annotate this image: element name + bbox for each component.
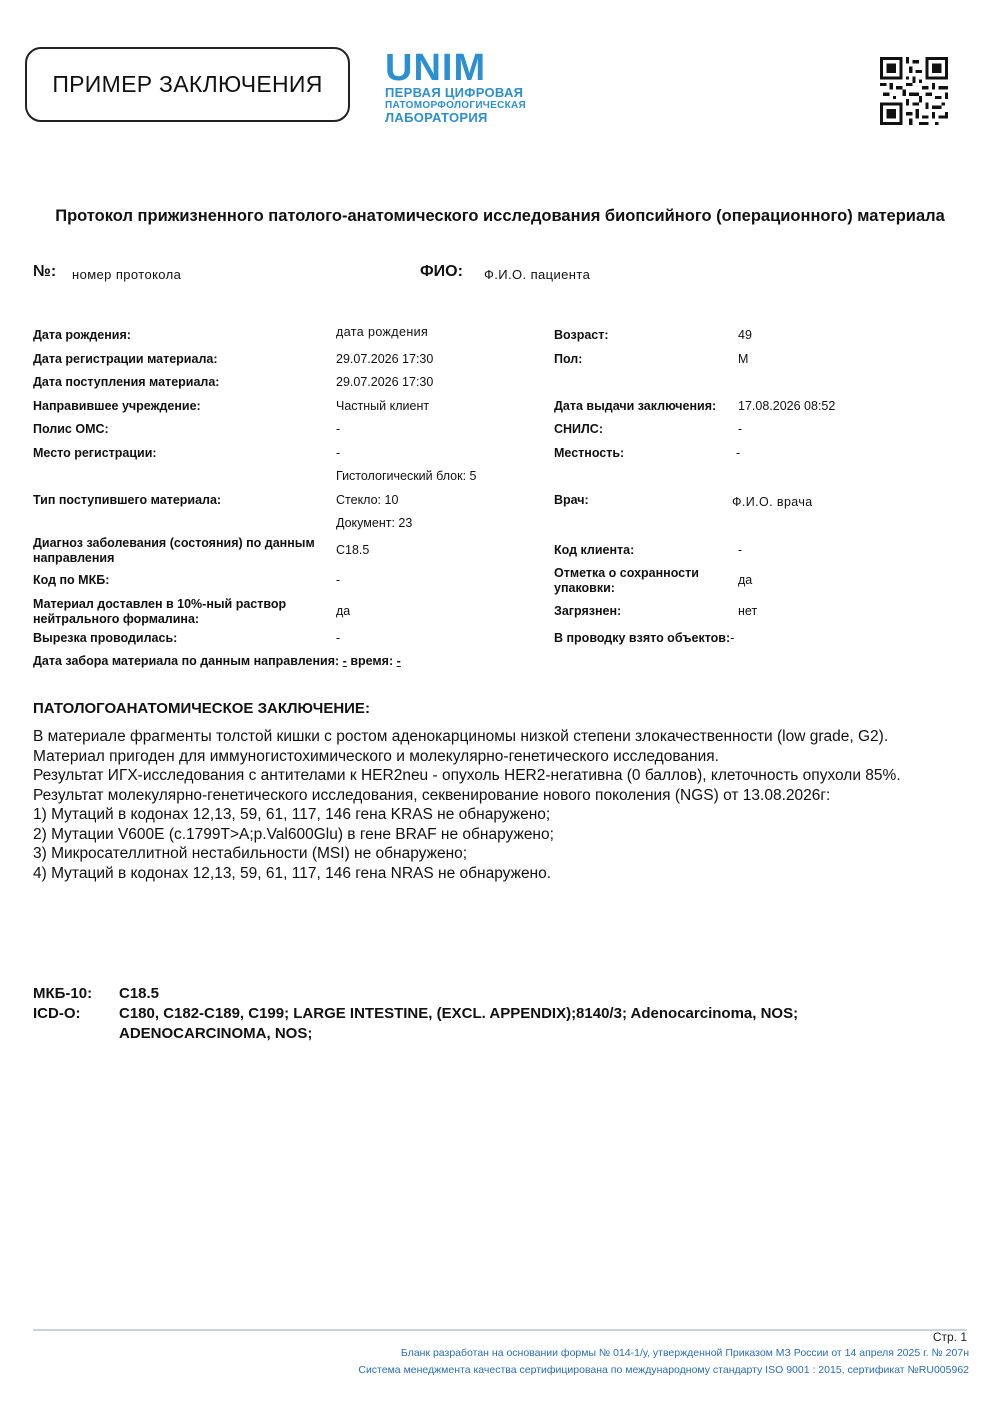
doctor-value: Ф.И.О. врача bbox=[732, 495, 813, 509]
dirty-value: нет bbox=[738, 604, 758, 618]
example-label: ПРИМЕР ЗАКЛЮЧЕНИЯ bbox=[25, 47, 350, 122]
protocol-number-value: номер протокола bbox=[72, 267, 182, 282]
mkb-code-label: Код по МКБ: bbox=[33, 573, 110, 587]
icdo-value: C180, C182-C189, C199; LARGE INTESTINE, (EXCL. APPENDIX);8140/3; Adenocarcinoma, NOS; ADENOCARCINOMA, NOS; bbox=[119, 1005, 799, 1042]
conclusion-line: Результат молекулярно-генетического исследования, секвенирование нового поколения (NGS) от 13.08.2026г: bbox=[33, 786, 831, 804]
material-doc-value: Документ: 23 bbox=[336, 516, 413, 530]
cut-label: Вырезка проводилась: bbox=[33, 631, 178, 645]
institution-value: Частный клиент bbox=[336, 399, 430, 413]
page-number: Стр. 1 bbox=[932, 1330, 967, 1344]
oms-value: - bbox=[336, 422, 341, 436]
package-label: Отметка о сохранности упаковки: bbox=[554, 566, 699, 595]
reg-date-value: 29.07.2026 17:30 bbox=[336, 352, 434, 366]
document-title: Протокол прижизненного патолого-анатомического исследования биопсийного (операционного) материала bbox=[55, 207, 945, 225]
logo-line2: ПАТОМОРФОЛОГИЧЕСКАЯ bbox=[385, 100, 527, 111]
snils-label: СНИЛС: bbox=[554, 422, 603, 436]
sex-label: Пол: bbox=[554, 352, 583, 366]
sample-date-label: Дата забора материала по данным направления: bbox=[33, 654, 340, 668]
conclusion-line: Материал пригоден для иммуногистохимического и молекулярно-генетического исследования. bbox=[33, 747, 719, 765]
conclusion-line: В материале фрагменты толстой кишки с ростом аденокарциномы низкой степени злокачественности (low grade, G2). bbox=[33, 728, 889, 745]
reg-date-label: Дата регистрации материала: bbox=[33, 352, 218, 366]
patient-name-value: Ф.И.О. пациента bbox=[484, 267, 591, 282]
material-glass-value: Стекло: 10 bbox=[336, 493, 399, 507]
footer-iso-note: Система менеджмента качества сертифицирована по международному стандарту ISO 9001 : 2015, сертификат №RU005962 bbox=[358, 1364, 969, 1376]
doctor-label: Врач: bbox=[554, 493, 589, 507]
conclusion-text bbox=[33, 727, 958, 883]
age-label: Возраст: bbox=[554, 328, 609, 342]
conclusion-line: 1) Мутаций в кодонах 12,13, 59, 61, 117, 146 гена KRAS не обнаружено; bbox=[33, 806, 551, 823]
birth-date-value: дата рождения bbox=[336, 325, 429, 339]
sample-date-row bbox=[33, 654, 401, 669]
conclusion-heading: ПАТОЛОГОАНАТОМИЧЕСКОЕ ЗАКЛЮЧЕНИЕ: bbox=[33, 700, 370, 717]
issue-date-label: Дата выдачи заключения: bbox=[554, 399, 717, 413]
conclusion-line: 3) Микросателлитной нестабильности (MSI) не обнаружено; bbox=[33, 845, 468, 862]
material-type-label: Тип поступившего материала: bbox=[33, 493, 222, 507]
package-value: да bbox=[738, 573, 753, 587]
logo-line1: ПЕРВАЯ ЦИФРОВАЯ bbox=[385, 85, 524, 100]
dirty-label: Загрязнен: bbox=[554, 604, 622, 618]
qr-code-icon bbox=[880, 57, 948, 125]
cut-value: - bbox=[336, 631, 341, 645]
footer-divider bbox=[33, 1329, 967, 1331]
locality-label: Местность: bbox=[554, 446, 625, 460]
issue-date-value: 17.08.2026 08:52 bbox=[738, 399, 836, 413]
logo-line3: ЛАБОРАТОРИЯ bbox=[385, 110, 488, 125]
client-code-value: - bbox=[738, 543, 743, 557]
client-code-label: Код клиента: bbox=[554, 543, 635, 557]
icdo-label: ICD-O: bbox=[33, 1005, 81, 1022]
sample-date-value: - bbox=[342, 654, 347, 668]
diagnosis-value: C18.5 bbox=[336, 543, 370, 557]
conclusion-line: 4) Мутаций в кодонах 12,13, 59, 61, 117, 146 гена NRAS не обнаружено. bbox=[33, 864, 552, 882]
institution-label: Направившее учреждение: bbox=[33, 399, 201, 413]
receipt-date-value: 29.07.2026 17:30 bbox=[336, 375, 434, 389]
sample-time-label: время: bbox=[350, 654, 394, 668]
formalin-label: Материал доставлен в 10%-ный раствор нейтрального формалина: bbox=[33, 597, 287, 626]
patient-name-label: ФИО: bbox=[420, 263, 463, 280]
logo-mark: UNIM bbox=[385, 47, 487, 89]
unim-logo bbox=[385, 47, 527, 130]
objects-value: - bbox=[730, 631, 735, 645]
sex-value: М bbox=[738, 352, 749, 366]
protocol-number-label: №: bbox=[33, 263, 57, 280]
footer-form-note: Бланк разработан на основании формы № 014-1/у, утвержденной Приказом МЗ России от 14 апреля 2025 г. № 207н bbox=[400, 1347, 969, 1359]
reg-place-value: - bbox=[336, 446, 341, 460]
snils-value: - bbox=[738, 422, 743, 436]
conclusion-line: Результат ИГХ-исследования с антителами к HER2neu - опухоль HER2-негативна (0 баллов), клеточность опухоли 85%. bbox=[33, 767, 901, 784]
conclusion-line: 2) Мутации V600E (c.1799T>A;p.Val600Glu) в гене BRAF не обнаружено; bbox=[33, 825, 554, 843]
mkb-code-value: - bbox=[336, 573, 341, 587]
locality-value: - bbox=[736, 446, 741, 460]
material-block-value: Гистологический блок: 5 bbox=[336, 469, 477, 483]
objects-row bbox=[554, 631, 734, 646]
oms-label: Полис ОМС: bbox=[33, 422, 109, 436]
mkb10-value: C18.5 bbox=[119, 985, 160, 1002]
age-value: 49 bbox=[738, 328, 752, 342]
sample-time-value: - bbox=[396, 654, 401, 668]
birth-date-label: Дата рождения: bbox=[33, 328, 131, 342]
diagnosis-label: Диагноз заболевания (состояния) по данным направления bbox=[33, 536, 315, 565]
receipt-date-label: Дата поступления материала: bbox=[33, 375, 220, 389]
formalin-value: да bbox=[336, 604, 351, 618]
objects-label: В проводку взято объектов: bbox=[554, 631, 731, 645]
mkb10-label: МКБ-10: bbox=[33, 985, 93, 1002]
reg-place-label: Место регистрации: bbox=[33, 446, 157, 460]
